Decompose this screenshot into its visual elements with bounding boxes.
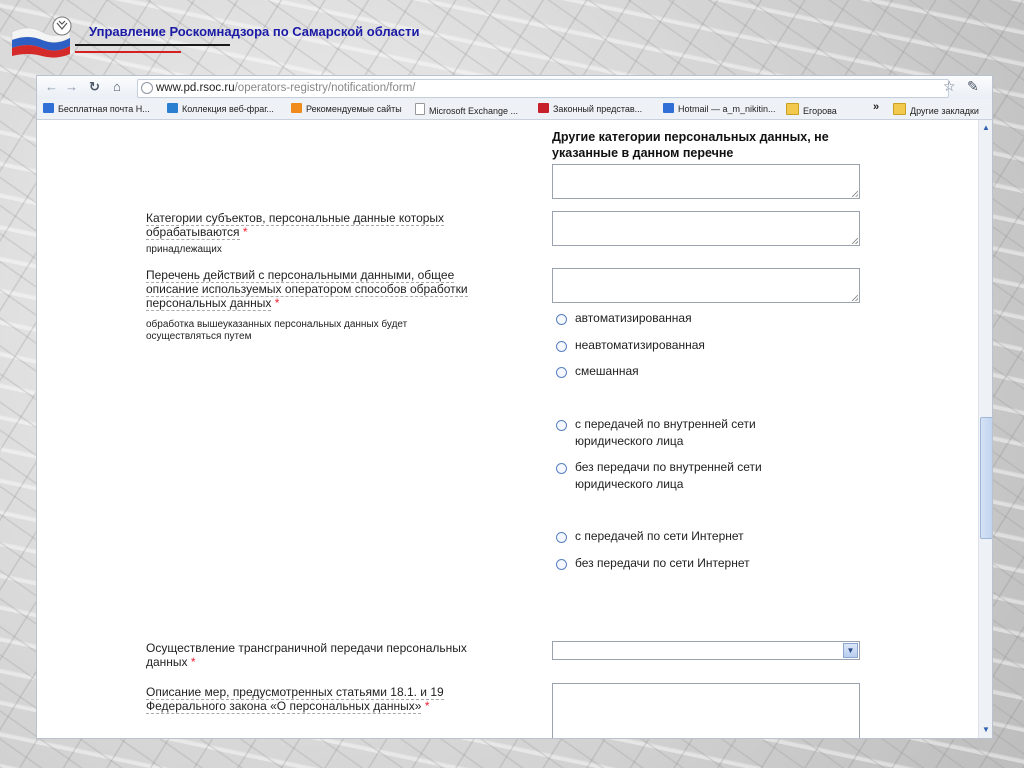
radio-mixed[interactable] [556,367,567,378]
required-mark: * [424,699,430,713]
radio-label-line2: юридического лица [575,477,684,491]
page-globe-icon [141,82,153,94]
back-icon[interactable]: ← [45,79,58,94]
page-icon [415,103,425,115]
actions-hint-line1: обработка вышеуказанных персональных данных будет [146,319,408,330]
other-categories-textarea[interactable] [552,164,860,199]
required-mark: * [242,225,248,239]
bookmark-label: Microsoft Exchange ... [429,106,519,116]
radio-automated[interactable] [556,314,567,325]
bookmark-label: Законный представ... [553,104,643,114]
bookmark-star-icon[interactable]: ☆ [943,78,956,94]
actions-hint-line2: осуществляться путем [146,331,252,342]
url-path: /operators-registry/notification/form/ [234,82,416,94]
address-bar[interactable] [137,79,949,98]
scroll-thumb[interactable] [980,417,993,539]
radio-non-automated[interactable] [556,341,567,352]
forward-icon[interactable]: → [65,79,78,94]
actions-label-line1: Перечень действий с персональными данными, общее [146,268,455,282]
crossborder-label [146,641,467,669]
subjects-label-line2: обрабатываются [146,225,240,239]
page-content [37,120,977,738]
bookmark-label: Бесплатная почта Н... [58,104,150,114]
actions-label [146,268,468,310]
folder-icon [893,103,906,115]
subjects-textarea[interactable] [552,211,860,246]
measures-label-line1: Описание мер, предусмотренных статьями 18.1. и 19 [146,685,444,699]
browser-toolbar [37,76,992,99]
other-bookmarks-label: Другие закладки [910,106,979,116]
bookmarks-more-chevron[interactable]: » [873,101,880,113]
radio-label: смешанная [575,364,639,378]
required-mark: * [190,655,196,669]
address-text [156,80,415,97]
suggested-sites-icon [291,103,302,113]
radio-label: неавтоматизированная [575,338,705,352]
site-icon [538,103,549,113]
vertical-scrollbar[interactable] [978,120,993,738]
bookmark-label: Егорова [803,106,837,116]
folder-icon [786,103,799,115]
wrench-menu-icon[interactable]: ✎ [967,78,979,94]
bookmark-item[interactable] [663,103,776,115]
bookmarks-bar [37,99,992,120]
bookmark-label: Коллекция веб-фраг... [182,104,274,114]
radio-label [575,459,762,493]
subjects-label [146,211,444,239]
roskomnadzor-logo [10,14,72,58]
bookmark-item[interactable] [291,103,402,115]
radio-label-line1: с передачей по внутренней сети [575,417,756,431]
windows-flag-icon [663,103,674,113]
radio-label [575,416,756,450]
radio-no-internet-transfer[interactable] [556,559,567,570]
radio-label: автоматизированная [575,311,692,325]
other-bookmarks[interactable] [893,103,979,117]
measures-label [146,685,444,713]
radio-label: без передачи по сети Интернет [575,556,750,570]
actions-textarea[interactable] [552,268,860,303]
bookmark-item[interactable] [43,103,150,115]
browser-window [36,75,993,739]
bookmark-item[interactable] [167,103,274,115]
radio-internal-network-transfer[interactable] [556,420,567,431]
scroll-up-icon[interactable]: ▲ [982,123,990,132]
bookmark-item[interactable] [538,103,642,115]
actions-hint [146,319,407,343]
measures-textarea[interactable] [552,683,860,739]
bookmark-label: Рекомендуемые сайты [306,104,402,114]
bookmark-label: Hotmail — a_m_nikitin... [678,104,776,114]
radio-label: с передачей по сети Интернет [575,529,744,543]
crossborder-select[interactable] [552,641,860,660]
web-slice-icon [167,103,178,113]
other-categories-heading: Другие категории персональных данных, не указанные в данном перечне [552,130,829,160]
reload-icon[interactable]: ↻ [89,79,100,94]
measures-label-line2: Федерального закона «О персональных данных» [146,699,422,713]
subjects-hint: принадлежащих [146,244,222,255]
bookmark-item[interactable] [786,103,837,117]
bookmark-item[interactable] [415,103,518,117]
crossborder-label-line2: данных [146,655,188,669]
radio-label-line1: без передачи по внутренней сети [575,460,762,474]
title-underline-dark [75,44,230,46]
title-underline-red [75,51,181,53]
required-mark: * [274,296,280,310]
windows-flag-icon [43,103,54,113]
slide-title: Управление Роскомнадзора по Самарской области [89,24,420,39]
scroll-down-icon[interactable]: ▼ [982,725,990,734]
crossborder-label-line1: Осуществление трансграничной передачи персональных [146,641,467,655]
chevron-down-icon[interactable]: ▼ [843,643,858,658]
url-domain: www.pd.rsoc.ru [156,82,235,94]
actions-label-line2: описание используемых оператором способов обработки [146,282,468,296]
actions-label-line3: персональных данных [146,296,272,310]
radio-no-internal-network-transfer[interactable] [556,463,567,474]
radio-internet-transfer[interactable] [556,532,567,543]
subjects-label-line1: Категории субъектов, персональные данные которых [146,211,445,225]
home-icon[interactable]: ⌂ [113,79,121,94]
radio-label-line2: юридического лица [575,434,684,448]
